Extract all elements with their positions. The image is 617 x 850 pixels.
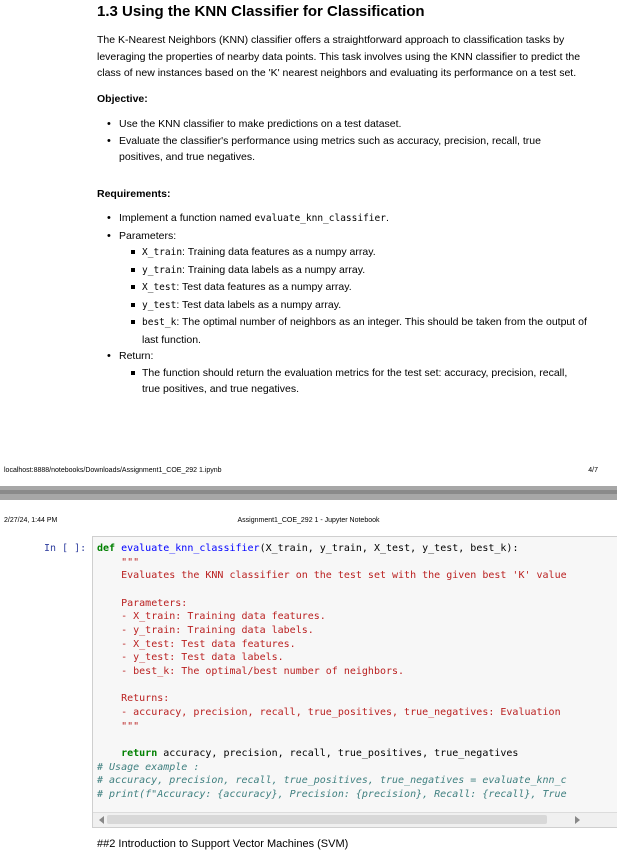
code-token: # print(f"Accuracy: {accuracy}, Precision: {precision}, Recall: {recall}, True: [97, 788, 567, 800]
parameter-item: [97, 297, 587, 315]
code-line: [97, 652, 284, 663]
list-item: • Return:: [97, 348, 587, 365]
code-token: evaluate_knn_classifier: [121, 543, 260, 554]
parameter-desc: : The optimal number of neighbors as an integer. This should be taken from the output of last function.: [142, 316, 587, 346]
code-token: [97, 693, 121, 704]
parameter-code: best_k: [142, 317, 177, 328]
code-line: [97, 598, 187, 609]
objective-heading: Objective:: [97, 92, 148, 105]
page-footer-url: localhost:8888/notebooks/Downloads/Assignment1_COE_292 1.ipynb: [4, 467, 222, 474]
code-token: - X_train: Training data features.: [121, 611, 326, 623]
code-token: """: [121, 556, 140, 568]
list-item: • Evaluate the classifier's performance using metrics such as accuracy, precision, recall, true positives, and true negatives.: [97, 133, 587, 166]
requirement-suffix: .: [385, 212, 389, 224]
page-separator-line: [0, 490, 617, 494]
parameter-desc: : Training data labels as a numpy array.: [182, 263, 366, 276]
code-token: [97, 721, 121, 732]
code-token: [97, 748, 121, 759]
parameter-code: X_train: [142, 247, 183, 258]
code-cell[interactable]: [92, 536, 617, 828]
next-cell-text: ##2 Introduction to Support Vector Machines (SVM): [97, 838, 349, 850]
scrollbar-thumb[interactable]: [107, 815, 547, 824]
code-line: [97, 557, 139, 568]
code-line: [97, 666, 404, 677]
code-token: return: [121, 747, 158, 759]
page-header-title: Assignment1_COE_292 1 - Jupyter Notebook: [237, 517, 380, 524]
code-token: # Usage example :: [97, 761, 200, 773]
code-line: [97, 707, 561, 718]
code-token: Evaluates the KNN classifier on the test set with the given best 'K' value: [121, 570, 567, 582]
code-token: [97, 598, 121, 609]
code-token: [97, 666, 121, 677]
list-item: • Parameters:: [97, 228, 587, 245]
function-name-code: evaluate_knn_classifier: [254, 213, 386, 224]
code-token: """: [121, 720, 140, 732]
code-line: [97, 543, 518, 554]
code-token: - y_train: Training data labels.: [121, 624, 314, 636]
code-token: [97, 639, 121, 650]
code-token: Parameters:: [121, 597, 188, 609]
code-line: [97, 721, 139, 732]
code-token: [97, 707, 121, 718]
return-sublist: [97, 365, 587, 398]
code-token: - best_k: The optimal/best number of neighbors.: [121, 665, 405, 677]
intro-paragraph: The K-Nearest Neighbors (KNN) classifier offers a straightforward approach to classification tasks by leveraging the properties of nearby data points. This task involves using the KNN classifier to predict the class of new instances based on the 'K' nearest neighbors and evaluating its performance on a test set.: [97, 34, 581, 79]
objectives-list: [97, 116, 587, 166]
parameter-code: y_train: [142, 264, 183, 276]
code-line: [97, 639, 296, 650]
code-token: [97, 611, 121, 622]
scroll-right-icon[interactable]: [575, 816, 580, 824]
code-token: (X_train, y_train, X_test, y_test, best_k):: [259, 543, 519, 554]
code-line: [97, 762, 199, 773]
parameter-desc: : Test data labels as a numpy array.: [176, 298, 342, 311]
parameter-code: y_test: [142, 299, 177, 311]
code-editor[interactable]: [97, 542, 567, 801]
code-token: Returns:: [121, 693, 170, 705]
parameter-desc: : Test data features as a numpy array.: [176, 281, 352, 293]
return-list: [97, 348, 587, 365]
scroll-left-icon[interactable]: [99, 816, 104, 824]
code-line: [97, 693, 169, 704]
code-token: def: [97, 543, 116, 554]
code-line: [97, 748, 518, 759]
page-header-date: 2/27/24, 1:44 PM: [4, 517, 58, 524]
requirements-list: [97, 210, 587, 244]
code-line: [97, 625, 314, 636]
code-token: - X_test: Test data features.: [121, 638, 296, 650]
code-line: [97, 775, 567, 786]
code-line: [97, 570, 567, 581]
parameter-item: [97, 244, 587, 262]
list-item: • Use the KNN classifier to make predictions on a test dataset.: [97, 116, 587, 133]
requirements-heading: Requirements:: [97, 187, 171, 200]
code-token: - y_test: Test data labels.: [121, 652, 284, 664]
parameter-desc: : Training data features as a numpy array.: [182, 246, 376, 258]
horizontal-scrollbar[interactable]: [93, 812, 617, 827]
parameter-code: X_test: [142, 282, 177, 293]
parameter-item: [97, 262, 587, 280]
code-token: [97, 570, 121, 581]
code-line: [97, 789, 567, 800]
return-desc: The function should return the evaluation metrics for the test set: accuracy, precision, recall, true positives, and true negatives.: [97, 365, 587, 398]
page-number: 4/7: [588, 467, 598, 474]
code-line: [97, 611, 326, 622]
parameter-item: [97, 314, 587, 348]
code-token: accuracy, precision, recall, true_positives, true_negatives: [157, 747, 519, 759]
list-item: [97, 210, 587, 228]
requirement-text: Implement a function named: [119, 212, 255, 224]
parameter-item: [97, 279, 587, 297]
markdown-cell: [97, 2, 587, 398]
cell-prompt: In [ ]:: [44, 543, 87, 554]
parameters-list: [97, 244, 587, 348]
section-title: 1.3 Using the KNN Classifier for Classification: [97, 3, 425, 20]
code-token: [97, 625, 121, 636]
code-token: # accuracy, precision, recall, true_positives, true_negatives = evaluate_knn_c: [97, 775, 567, 787]
code-token: [97, 557, 121, 568]
code-token: - accuracy, precision, recall, true_positives, true_negatives: Evaluation: [121, 706, 561, 718]
code-token: [97, 652, 121, 663]
